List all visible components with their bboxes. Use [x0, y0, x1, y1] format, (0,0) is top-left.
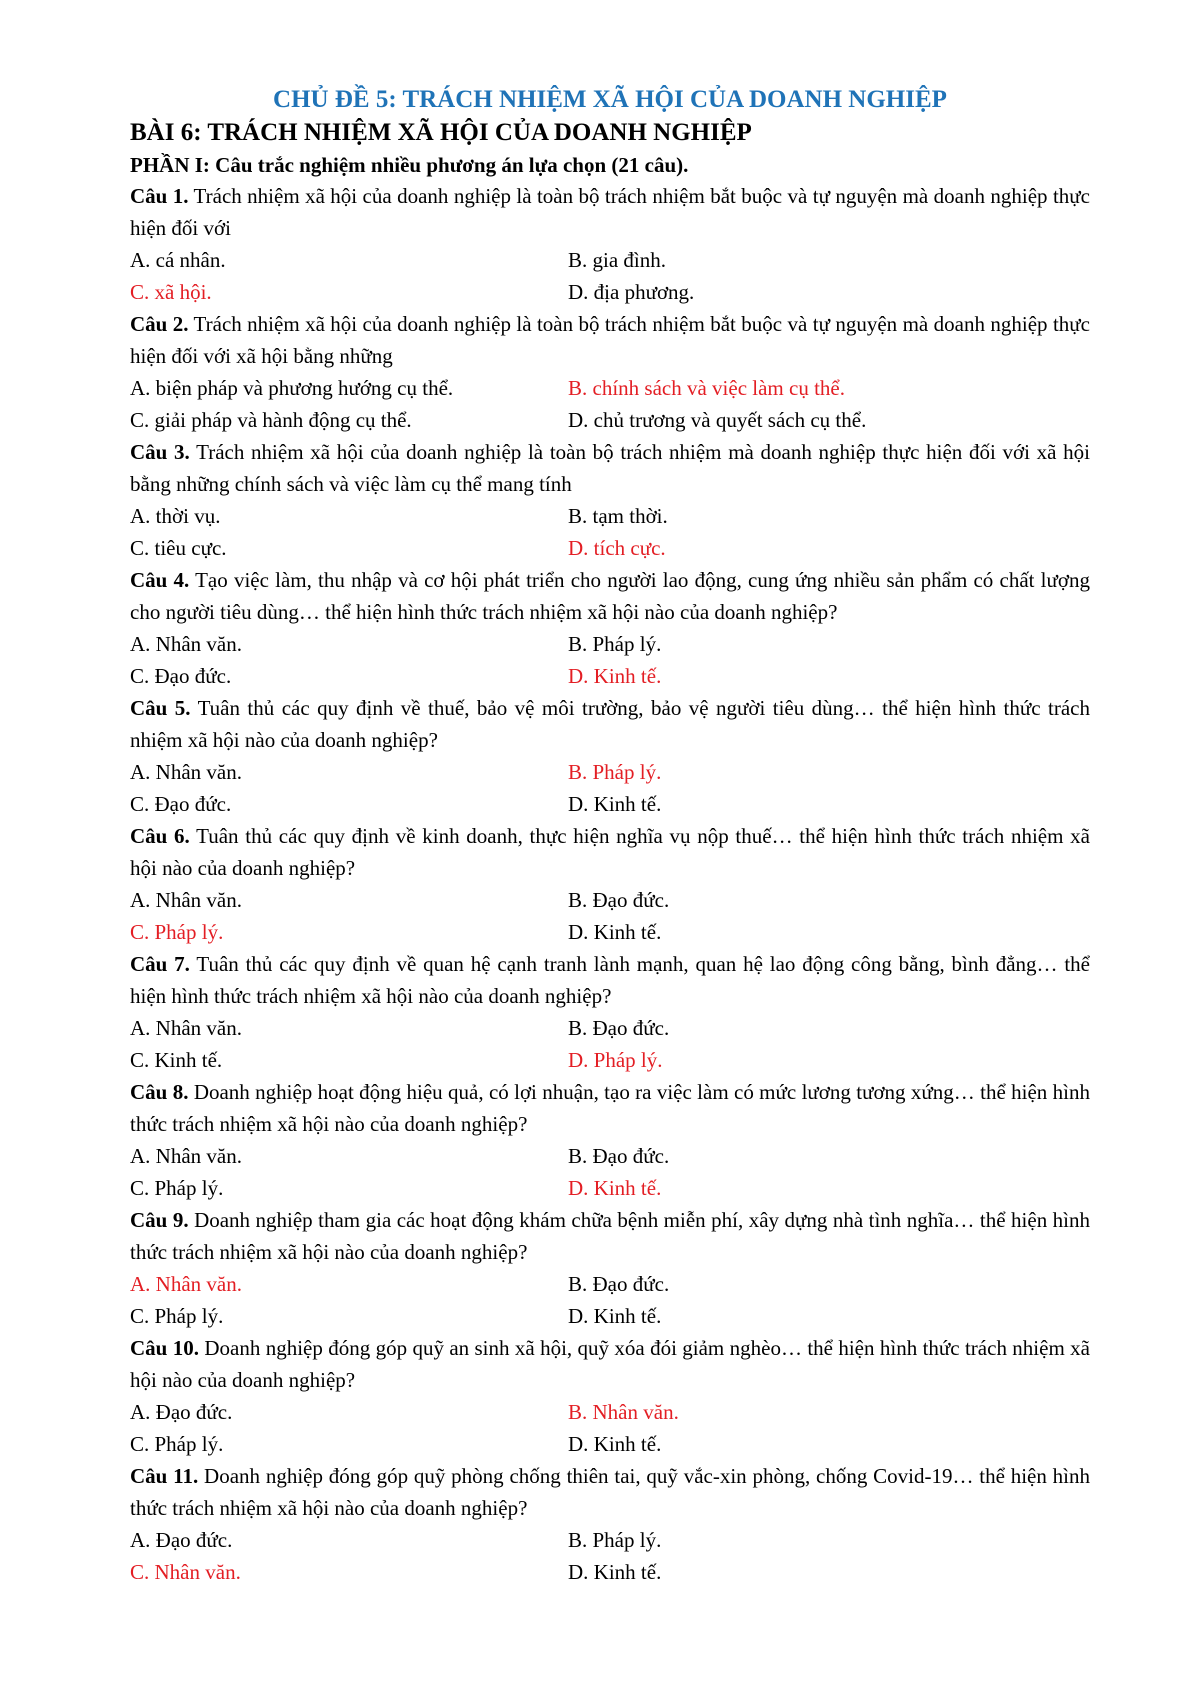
answer-option: A. Nhân văn.: [130, 888, 242, 912]
correct-answer-option: D. tích cực.: [568, 536, 666, 560]
question-text: [130, 820, 1090, 884]
document-content: [130, 84, 1090, 1588]
topic-title: CHỦ ĐỀ 5: TRÁCH NHIỆM XÃ HỘI CỦA DOANH NGHIỆP: [273, 86, 947, 113]
part-title: PHẦN I: Câu trắc nghiệm nhiều phương án lựa chọn (21 câu).: [130, 153, 689, 177]
correct-answer-option: C. Pháp lý.: [130, 920, 224, 944]
question-label: Câu 10.: [130, 1336, 199, 1360]
question-text: [130, 1204, 1090, 1268]
question-item: [130, 564, 1090, 692]
question-stem: Doanh nghiệp đóng góp quỹ an sinh xã hội, quỹ xóa đói giảm nghèo… thể hiện hình thức trách nhiệm xã hội nào của doanh nghiệp?: [130, 1336, 1090, 1392]
answer-option: B. tạm thời.: [568, 504, 668, 528]
answer-option: D. Kinh tế.: [568, 792, 662, 816]
question-text: [130, 564, 1090, 628]
answer-option: A. Nhân văn.: [130, 1016, 242, 1040]
answer-options: [130, 500, 1090, 564]
answer-option: B. Đạo đức.: [568, 1272, 670, 1296]
question-stem: Tuân thủ các quy định về quan hệ cạnh tranh lành mạnh, quan hệ lao động công bằng, bình đẳng… thể hiện hình thức trách nhiệm xã hội nào của doanh nghiệp?: [130, 952, 1090, 1008]
correct-answer-option: B. chính sách và việc làm cụ thể.: [568, 376, 845, 400]
answer-option: B. Đạo đức.: [568, 1016, 670, 1040]
answer-option: C. Đạo đức.: [130, 664, 232, 688]
correct-answer-option: C. Nhân văn.: [130, 1560, 241, 1584]
question-stem: Doanh nghiệp hoạt động hiệu quả, có lợi nhuận, tạo ra việc làm có mức lương tương xứng… thể hiện hình thức trách nhiệm xã hội nào của doanh nghiệp?: [130, 1080, 1090, 1136]
question-label: Câu 9.: [130, 1208, 189, 1232]
answer-option: D. địa phương.: [568, 280, 695, 304]
answer-options: [130, 372, 1090, 436]
answer-option: B. Đạo đức.: [568, 888, 670, 912]
question-item: [130, 1204, 1090, 1332]
answer-option: B. Pháp lý.: [568, 1528, 662, 1552]
answer-option: D. Kinh tế.: [568, 1560, 662, 1584]
question-label: Câu 5.: [130, 696, 191, 720]
answer-option: A. Đạo đức.: [130, 1400, 233, 1424]
answer-option: A. Nhân văn.: [130, 1144, 242, 1168]
question-stem: Tạo việc làm, thu nhập và cơ hội phát triển cho người lao động, cung ứng nhiều sản phẩm có chất lượng cho người tiêu dùng… thể hiện hình thức trách nhiệm xã hội nào của doanh nghiệp?: [130, 568, 1090, 624]
question-text: [130, 1076, 1090, 1140]
correct-answer-option: B. Pháp lý.: [568, 760, 662, 784]
question-item: [130, 820, 1090, 948]
answer-option: C. Pháp lý.: [130, 1432, 224, 1456]
answer-option: B. Pháp lý.: [568, 632, 662, 656]
answer-option: D. Kinh tế.: [568, 1304, 662, 1328]
answer-option: B. Đạo đức.: [568, 1144, 670, 1168]
question-item: [130, 308, 1090, 436]
answer-option: D. Kinh tế.: [568, 1432, 662, 1456]
question-item: [130, 1460, 1090, 1588]
question-label: Câu 11.: [130, 1464, 199, 1488]
lesson-title: BÀI 6: TRÁCH NHIỆM XÃ HỘI CỦA DOANH NGHIỆP: [130, 119, 752, 146]
question-label: Câu 3.: [130, 440, 190, 464]
question-stem: Trách nhiệm xã hội của doanh nghiệp là toàn bộ trách nhiệm bắt buộc và tự nguyện mà doanh nghiệp thực hiện đối với: [130, 184, 1090, 240]
answer-option: C. Pháp lý.: [130, 1304, 224, 1328]
answer-option: B. gia đình.: [568, 248, 666, 272]
answer-options: [130, 756, 1090, 820]
answer-options: [130, 1012, 1090, 1076]
answer-options: [130, 884, 1090, 948]
question-label: Câu 2.: [130, 312, 189, 336]
answer-options: [130, 1268, 1090, 1332]
correct-answer-option: A. Nhân văn.: [130, 1272, 242, 1296]
question-text: [130, 1460, 1090, 1524]
question-text: [130, 692, 1090, 756]
correct-answer-option: D. Pháp lý.: [568, 1048, 663, 1072]
answer-option: A. Nhân văn.: [130, 760, 242, 784]
question-stem: Trách nhiệm xã hội của doanh nghiệp là toàn bộ trách nhiệm mà doanh nghiệp thực hiện đối với xã hội bằng những chính sách và việc làm cụ thể mang tính: [130, 440, 1090, 496]
question-item: [130, 436, 1090, 564]
answer-options: [130, 1524, 1090, 1588]
question-stem: Tuân thủ các quy định về kinh doanh, thực hiện nghĩa vụ nộp thuế… thể hiện hình thức trách nhiệm xã hội nào của doanh nghiệp?: [130, 824, 1090, 880]
question-label: Câu 7.: [130, 952, 190, 976]
correct-answer-option: C. xã hội.: [130, 280, 212, 304]
question-text: [130, 436, 1090, 500]
question-item: [130, 692, 1090, 820]
question-text: [130, 948, 1090, 1012]
question-item: [130, 180, 1090, 308]
question-text: [130, 180, 1090, 244]
answer-options: [130, 628, 1090, 692]
answer-options: [130, 244, 1090, 308]
question-label: Câu 1.: [130, 184, 189, 208]
question-text: [130, 1332, 1090, 1396]
answer-option: C. giải pháp và hành động cụ thể.: [130, 408, 412, 432]
question-text: [130, 308, 1090, 372]
answer-option: A. cá nhân.: [130, 248, 226, 272]
question-list: [130, 180, 1090, 1588]
question-item: [130, 1332, 1090, 1460]
question-item: [130, 1076, 1090, 1204]
answer-option: A. Đạo đức.: [130, 1528, 233, 1552]
answer-options: [130, 1396, 1090, 1460]
answer-option: C. Đạo đức.: [130, 792, 232, 816]
answer-option: A. Nhân văn.: [130, 632, 242, 656]
correct-answer-option: D. Kinh tế.: [568, 664, 662, 688]
answer-option: C. Kinh tế.: [130, 1048, 223, 1072]
answer-options: [130, 1140, 1090, 1204]
question-label: Câu 4.: [130, 568, 190, 592]
question-item: [130, 948, 1090, 1076]
answer-option: C. Pháp lý.: [130, 1176, 224, 1200]
answer-option: A. biện pháp và phương hướng cụ thể.: [130, 376, 454, 400]
question-stem: Doanh nghiệp đóng góp quỹ phòng chống thiên tai, quỹ vắc-xin phòng, chống Covid-19… thể hiện hình thức trách nhiệm xã hội nào của doanh nghiệp?: [130, 1464, 1090, 1520]
question-label: Câu 8.: [130, 1080, 189, 1104]
answer-option: D. chủ trương và quyết sách cụ thể.: [568, 408, 867, 432]
answer-option: C. tiêu cực.: [130, 536, 227, 560]
answer-option: A. thời vụ.: [130, 504, 221, 528]
question-stem: Trách nhiệm xã hội của doanh nghiệp là toàn bộ trách nhiệm bắt buộc và tự nguyện mà doanh nghiệp thực hiện đối với xã hội bằng những: [130, 312, 1090, 368]
question-stem: Tuân thủ các quy định về thuế, bảo vệ môi trường, bảo vệ người tiêu dùng… thể hiện hình thức trách nhiệm xã hội nào của doanh nghiệp?: [130, 696, 1090, 752]
correct-answer-option: D. Kinh tế.: [568, 1176, 662, 1200]
correct-answer-option: B. Nhân văn.: [568, 1400, 679, 1424]
answer-option: D. Kinh tế.: [568, 920, 662, 944]
question-stem: Doanh nghiệp tham gia các hoạt động khám chữa bệnh miễn phí, xây dựng nhà tình nghĩa… thể hiện hình thức trách nhiệm xã hội nào của doanh nghiệp?: [130, 1208, 1090, 1264]
question-label: Câu 6.: [130, 824, 190, 848]
